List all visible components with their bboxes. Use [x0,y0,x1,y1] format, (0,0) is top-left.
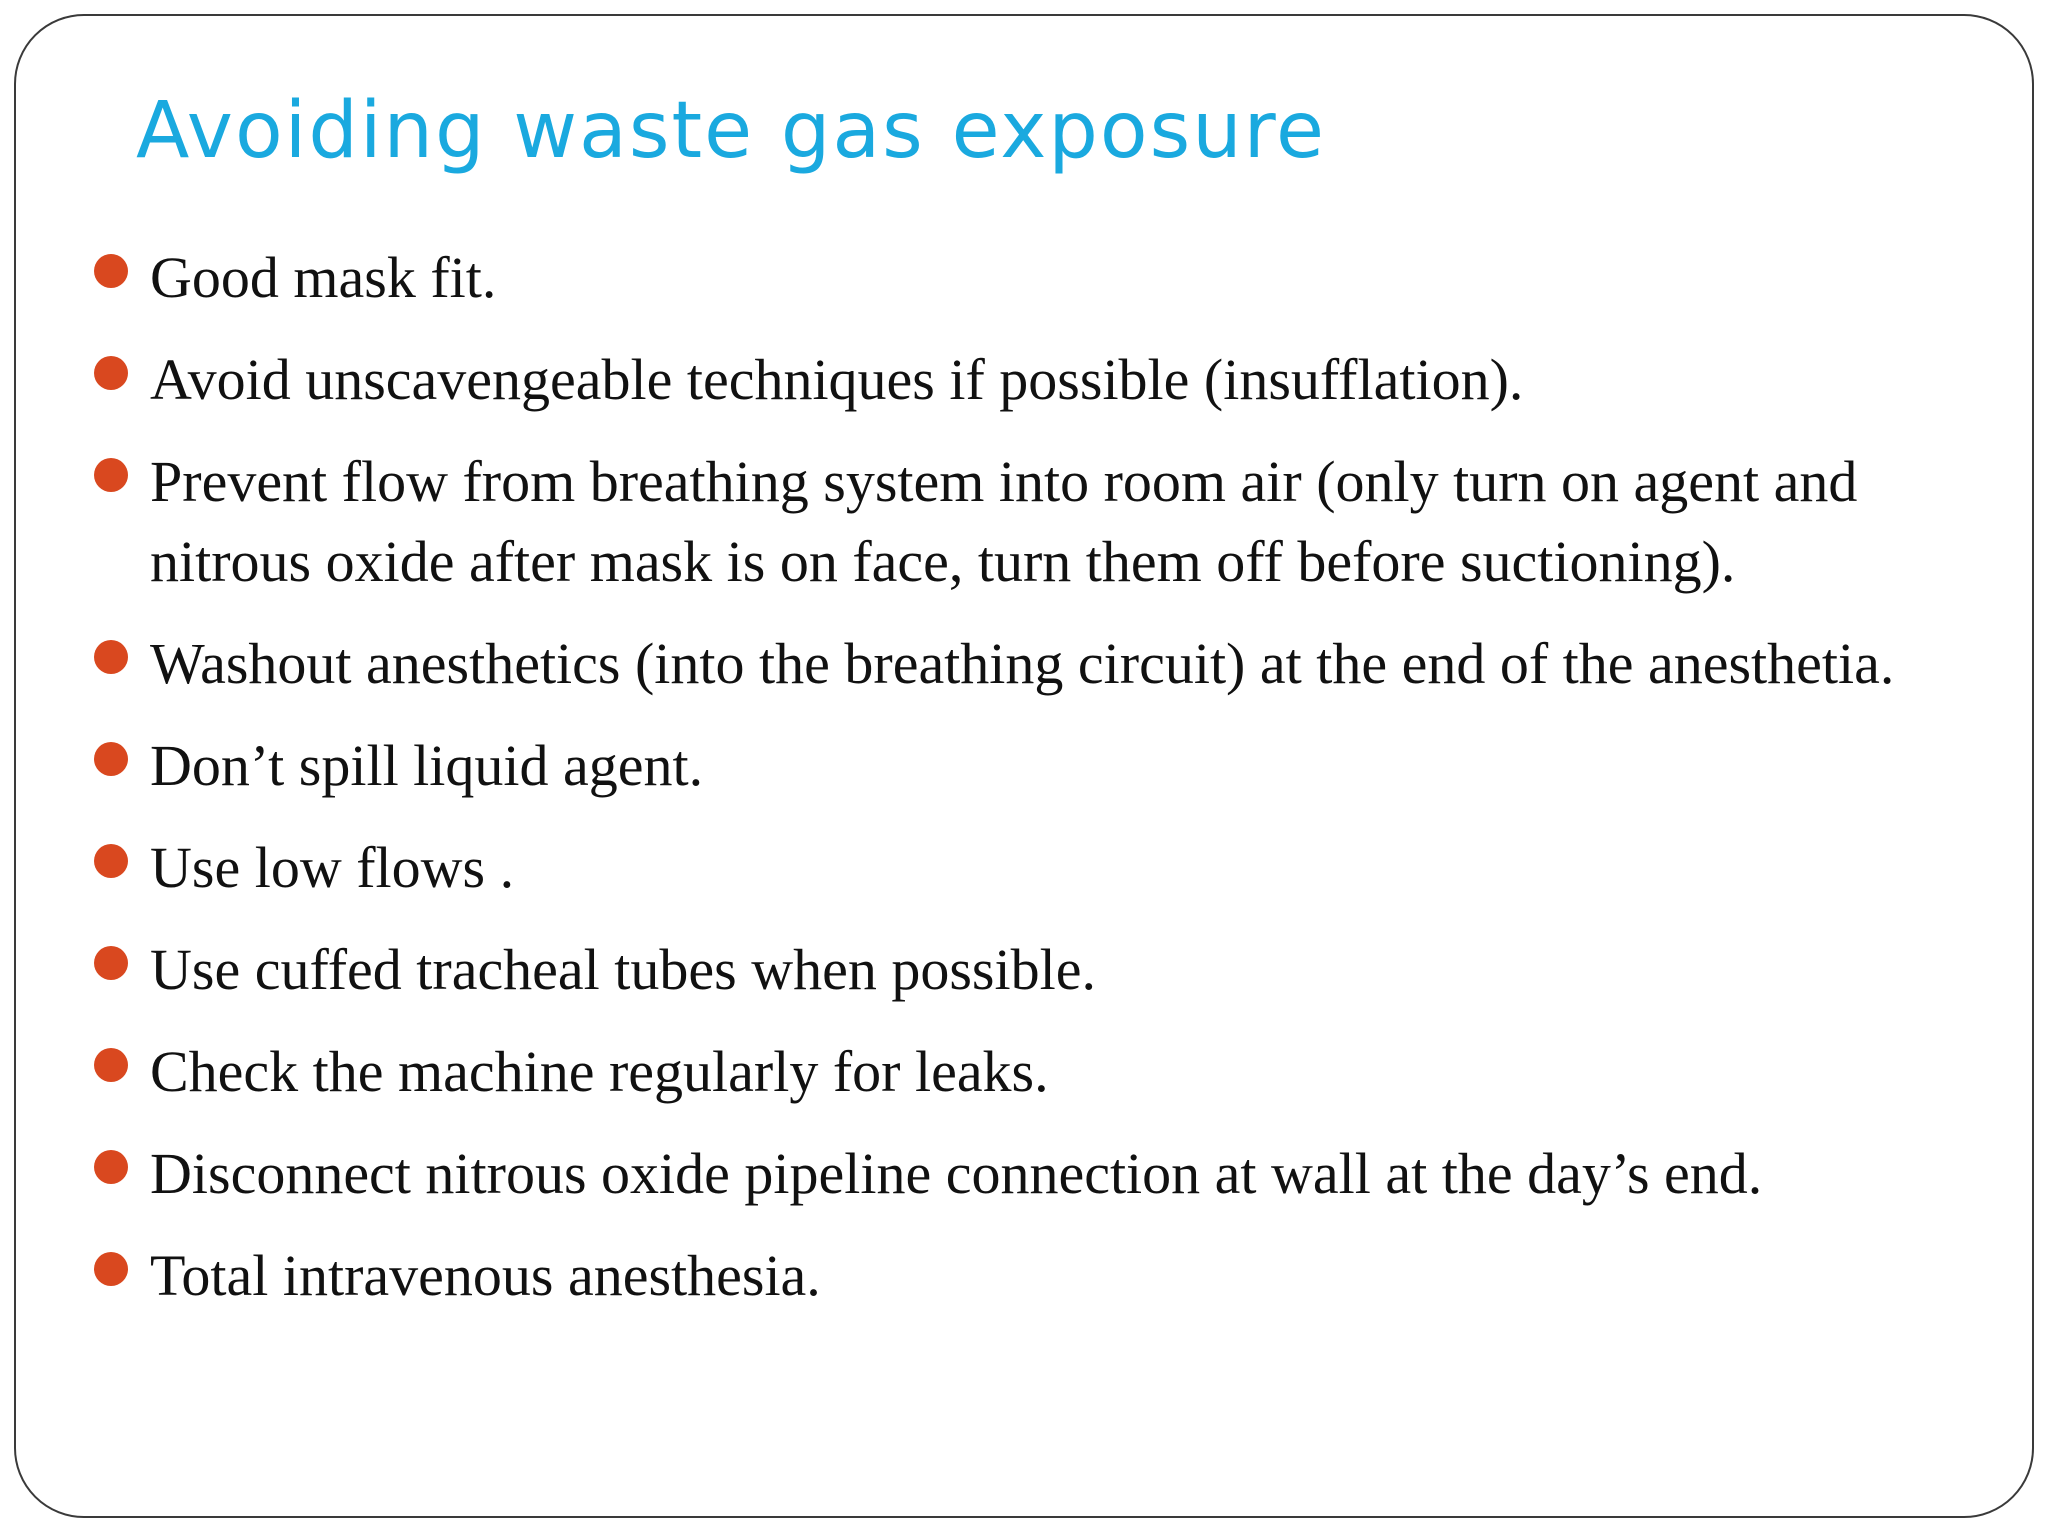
bullet-list [88,238,2008,1338]
bullet-item [88,828,2008,908]
bullet-text: Don’t spill liquid agent. [150,733,704,798]
bullet-item [88,238,2008,318]
bullet-dot-icon [94,640,128,674]
bullet-dot-icon [94,1252,128,1286]
slide-frame [14,14,2034,1518]
bullet-item [88,1032,2008,1112]
bullet-text: Washout anesthetics (into the breathing circuit) at the end of the anesthetia. [150,631,1895,696]
bullet-item [88,624,2008,704]
bullet-item [88,442,2008,602]
bullet-text: Prevent flow from breathing system into room air (only turn on agent and nitrous oxide after mask is on face, turn them off before suctioning). [150,449,1858,594]
bullet-dot-icon [94,254,128,288]
bullet-item [88,1236,2008,1316]
bullet-text: Good mask fit. [150,245,497,310]
bullet-item [88,1134,2008,1214]
bullet-dot-icon [94,1150,128,1184]
bullet-dot-icon [94,458,128,492]
bullet-dot-icon [94,742,128,776]
bullet-item [88,930,2008,1010]
bullet-text: Use low flows . [150,835,515,900]
bullet-dot-icon [94,1048,128,1082]
bullet-text: Avoid unscavengeable techniques if possible (insufflation). [150,347,1524,412]
slide-title: Avoiding waste gas exposure [136,86,1327,176]
bullet-text: Total intravenous anesthesia. [150,1243,821,1308]
bullet-text: Disconnect nitrous oxide pipeline connection at wall at the day’s end. [150,1141,1763,1206]
bullet-dot-icon [94,356,128,390]
bullet-text: Use cuffed tracheal tubes when possible. [150,937,1096,1002]
bullet-dot-icon [94,946,128,980]
bullet-item [88,726,2008,806]
bullet-dot-icon [94,844,128,878]
bullet-item [88,340,2008,420]
bullet-text: Check the machine regularly for leaks. [150,1039,1049,1104]
